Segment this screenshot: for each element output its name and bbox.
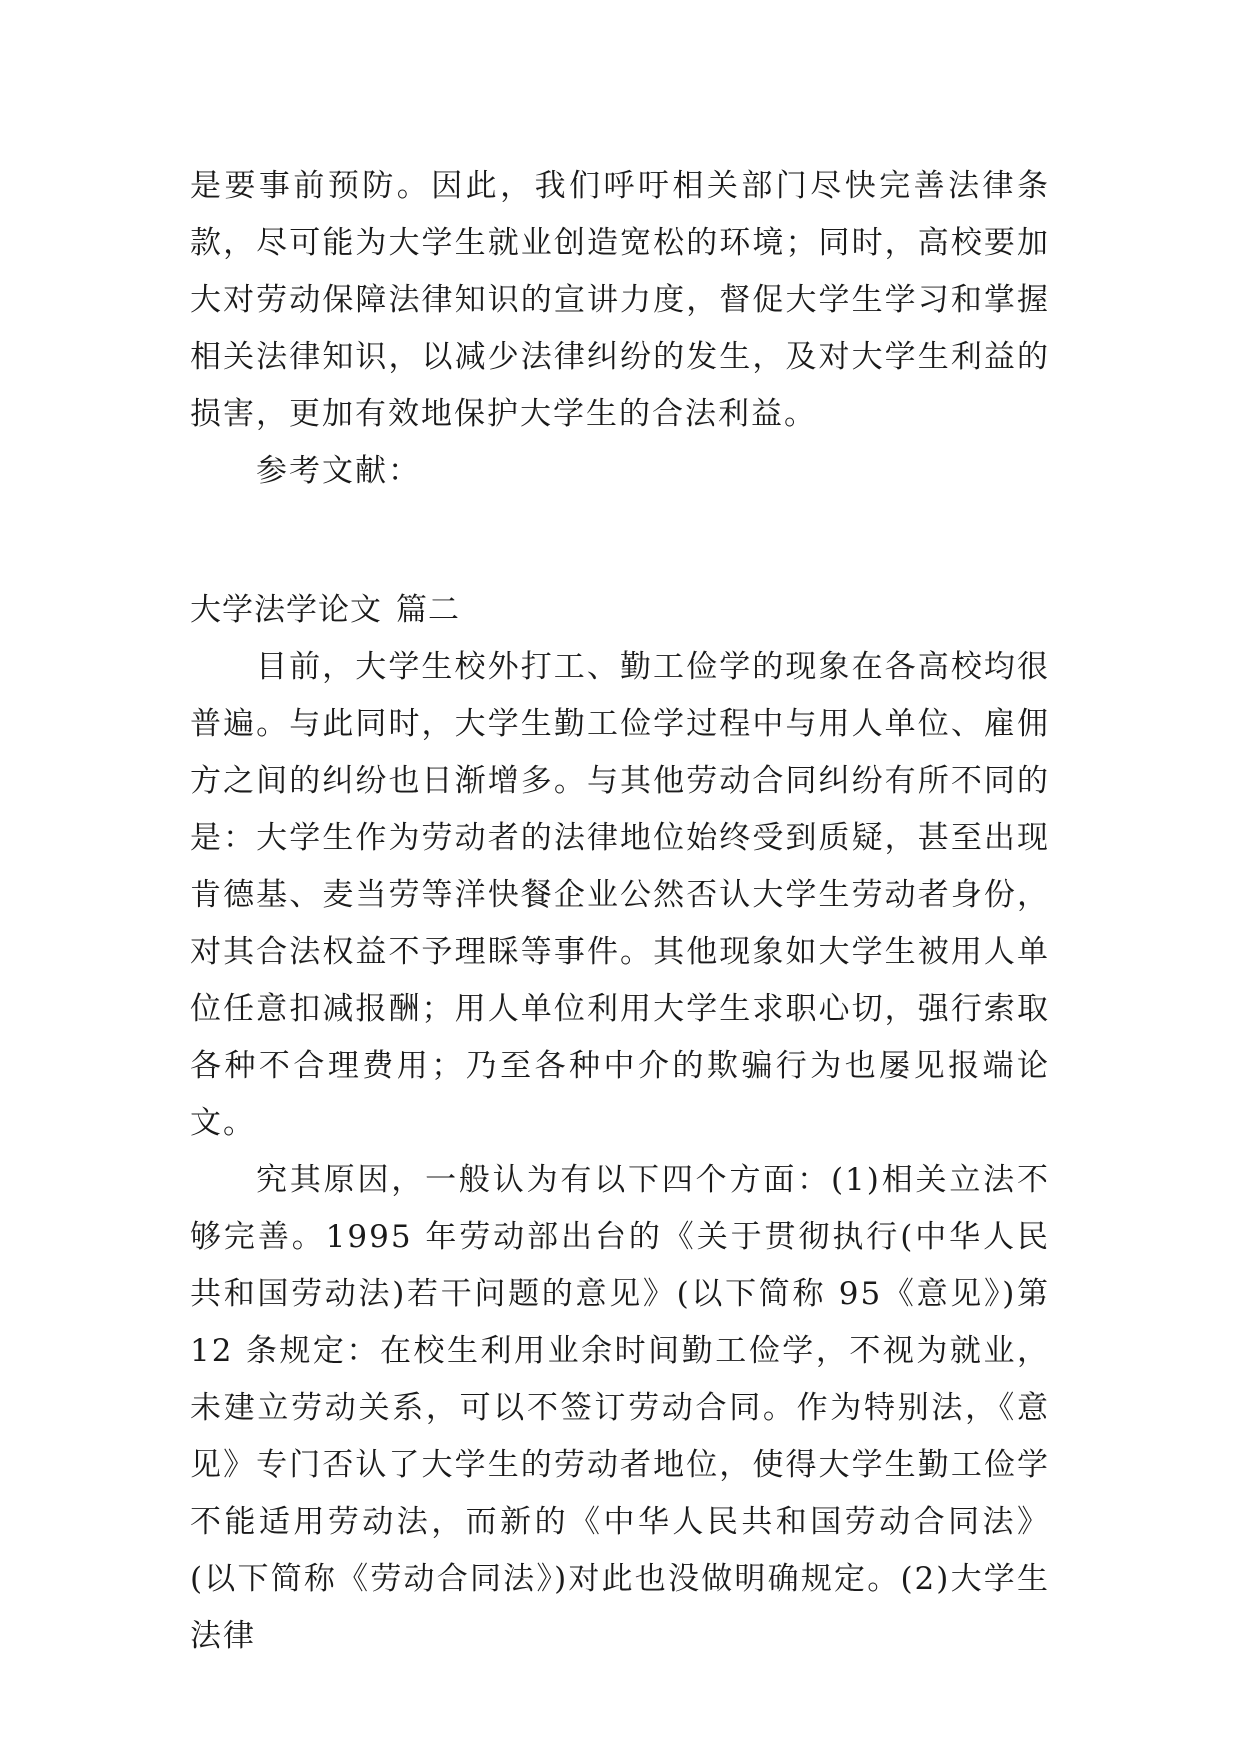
section-number: 篇二 <box>396 592 460 628</box>
paragraph: 究其原因，一般认为有以下四个方面：(1)相关立法不够完善。1995 年劳动部出台的《关于贯彻执行(中华人民共和国劳动法)若干问题的意见》(以下简称 95《意见》)第 12 条规定：在校生利用业余时间勤工俭学，不视为就业，未建立劳动关系，可以不签订劳动合同。作为特别法，《意见》专门否认了大学生的劳动者地位，使得大学生勤工俭学不能适用劳动法，而新的《中华人民共和国劳动合同法》(以下简称《劳动合同法》)对此也没做明确规定。(2)大学生法律 <box>190 1162 1050 1654</box>
document-body-top <box>190 158 1050 500</box>
document-body-section-two <box>190 582 1050 1665</box>
references-label: 参考文献： <box>256 453 421 489</box>
section-heading <box>190 582 1050 639</box>
paragraph: 目前，大学生校外打工、勤工俭学的现象在各高校均很普遍。与此同时，大学生勤工俭学过程中与用人单位、雇佣方之间的纠纷也日渐增多。与其他劳动合同纠纷有所不同的是：大学生作为劳动者的法律地位始终受到质疑，甚至出现肯德基、麦当劳等洋快餐企业公然否认大学生劳动者身份，对其合法权益不予理睬等事件。其他现象如大学生被用人单位任意扣减报酬；用人单位利用大学生求职心切，强行索取各种不合理费用；乃至各种中介的欺骗行为也屡见报端论文。 <box>190 649 1050 1141</box>
paragraph: 是要事前预防。因此，我们呼吁相关部门尽快完善法律条款，尽可能为大学生就业创造宽松的环境；同时，高校要加大对劳动保障法律知识的宣讲力度，督促大学生学习和掌握相关法律知识，以减少法律纠纷的发生，及对大学生利益的损害，更加有效地保护大学生的合法利益。 <box>190 168 1050 432</box>
section-title: 大学法学论文 <box>190 592 382 628</box>
